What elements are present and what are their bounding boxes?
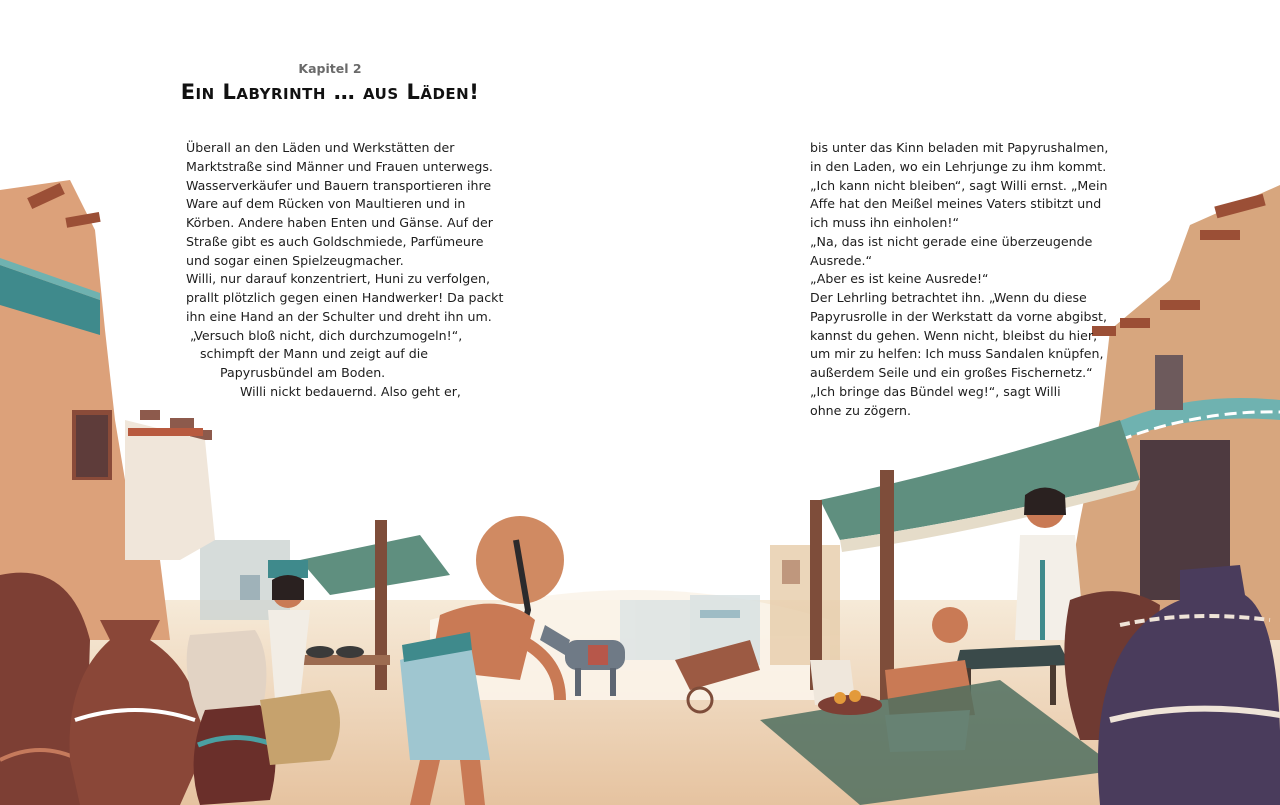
text-line: Marktstraße sind Männer und Frauen unterwegs. (186, 158, 493, 174)
text-line: ich muss ihn einholen!“ (810, 215, 959, 230)
text-line: ohne zu zögern. (810, 402, 912, 418)
text-line: Ware auf dem Rücken von Maultieren und in (186, 196, 466, 212)
text-line: Papyrusrolle in der Werkstatt da vorne abgibst, (810, 308, 1107, 324)
text-line: Körben. Andere haben Enten und Gänse. Auf der (186, 215, 493, 230)
text-line: schimpft der Mann und zeigt auf die (200, 346, 428, 362)
right-text-column (810, 139, 1108, 420)
text-line: Ausrede.“ (810, 252, 873, 268)
text-line: Wasserverkäufer und Bauern transportieren ihre (186, 177, 492, 193)
chapter-title: Ein Labyrinth … aus Läden! (180, 80, 480, 104)
left-text-column (186, 139, 503, 402)
text-line: Überall an den Läden und Werkstätten der (186, 140, 455, 155)
text-line: Willi, nur darauf konzentriert, Huni zu verfolgen, (186, 271, 490, 287)
text-line: und sogar einen Spielzeugmacher. (186, 252, 404, 268)
text-line: „Versuch bloß nicht, dich durchzumogeln!“, (190, 327, 463, 343)
text-line: kannst du gehen. Wenn nicht, bleibst du hier, (810, 327, 1098, 343)
text-line: um mir zu helfen: Ich muss Sandalen knüpfen, (810, 346, 1104, 362)
text-line: bis unter das Kinn beladen mit Papyrushalmen, (810, 140, 1109, 155)
text-line: Willi nickt bedauernd. Also geht er, (240, 383, 461, 399)
text-line: „Ich kann nicht bleiben“, sagt Willi ernst. „Mein (810, 177, 1108, 193)
text-line: prallt plötzlich gegen einen Handwerker! Da packt (186, 290, 504, 305)
text-line: Papyrusbündel am Boden. (220, 365, 386, 380)
text-line: in den Laden, wo ein Lehrjunge zu ihm kommt. (810, 158, 1107, 174)
text-line: Affe hat den Meißel meines Vaters stibitzt und (810, 196, 1102, 212)
text-line: „Aber es ist keine Ausrede!“ (810, 271, 989, 287)
chapter-label: Kapitel 2 (298, 61, 362, 76)
text-line: „Ich bringe das Bündel weg!“, sagt Willi (810, 383, 1061, 399)
text-line: ihn eine Hand an der Schulter und dreht ihn um. (186, 308, 492, 324)
text-line: Der Lehrling betrachtet ihn. „Wenn du diese (810, 290, 1087, 305)
text-line: außerdem Seile und ein großes Fischernetz.“ (810, 365, 1093, 380)
text-line: Straße gibt es auch Goldschmiede, Parfümeure (186, 233, 484, 249)
left-building (0, 180, 215, 640)
text-line: „Na, das ist nicht gerade eine überzeugende (810, 233, 1093, 249)
